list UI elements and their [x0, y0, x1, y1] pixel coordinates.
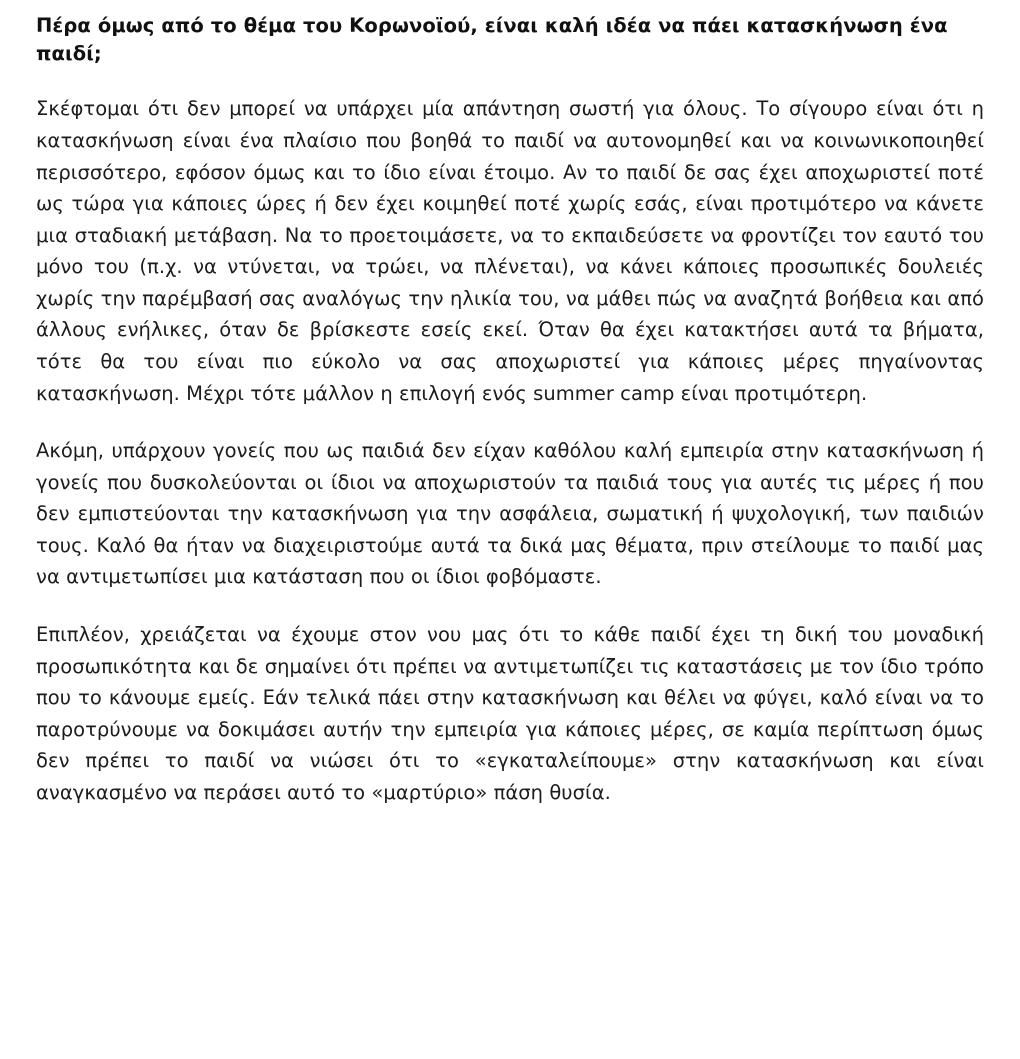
article-paragraph: Επιπλέον, χρειάζεται να έχουμε στον νου μας ότι το κάθε παιδί έχει τη δική του μοναδική προσωπικότητα και δε σημαίνει ότι πρέπει να αντιμετωπίζει τις καταστάσεις με τον ίδιο τρόπο που το κάνουμε εμείς. Εάν τελικά πάει στην κατασκήνωση και θέλει να φύγει, καλό είναι να το παροτρύνουμε να δοκιμάσει αυτήν την εμπειρία για κάποιες μέρες, σε καμία περίπτωση όμως δεν πρέπει το παιδί να νιώσει ότι το «εγκαταλείπουμε» στην κατασκήνωση και είναι αναγκασμένο να περάσει αυτό το «μαρτύριο» πάση θυσία.	[36, 623, 984, 804]
article-paragraph: Σκέφτομαι ότι δεν μπορεί να υπάρχει μία απάντηση σωστή για όλους. Το σίγουρο είναι ότι η κατασκήνωση είναι ένα πλαίσιο που βοηθά το παιδί να αυτονομηθεί και να κοινωνικοποιηθεί περισσότερο, εφόσον όμως και το ίδιο είναι έτοιμο. Αν το παιδί δε σας έχει αποχωριστεί ποτέ ως τώρα για κάποιες ώρες ή δεν έχει κοιμηθεί ποτέ χωρίς εσάς, είναι προτιμότερο να κάνετε μια σταδιακή μετάβαση. Να το προετοιμάσετε, να το εκπαιδεύσετε να φροντίζει τον εαυτό του μόνο του (π.χ. να ντύνεται, να τρώει, να πλένεται), να κάνει κάποιες προσωπικές δουλειές χωρίς την παρέμβασή σας αναλόγως την ηλικία του, να μάθει πώς να αναζητά βοήθεια και από άλλους ενήλικες, όταν δε βρίσκεστε εσείς εκεί. Όταν θα έχει κατακτήσει αυτά τα βήματα, τότε θα του είναι πιο εύκολο να σας αποχωριστεί για κάποιες μέρες πηγαίνοντας κατασκήνωση. Μέχρι τότε μάλλον η επιλογή ενός summer camp είναι προτιμότερη.	[36, 97, 984, 405]
article-heading: Πέρα όμως από το θέμα του Κορωνοϊού, είναι καλή ιδέα να πάει κατασκήνωση ένα παιδί;	[36, 14, 948, 65]
article-paragraph: Ακόμη, υπάρχουν γονείς που ως παιδιά δεν είχαν καθόλου καλή εμπειρία στην κατασκήνωση ή γονείς που δυσκολεύονται οι ίδιοι να αποχωριστούν τα παιδιά τους για αυτές τις μέρες ή που δεν εμπιστεύονται την κατασκήνωση για την ασφάλεια, σωματική ή ψυχολογική, των παιδιών τους. Καλό θα ήταν να διαχειριστούμε αυτά τα δικά μας θέματα, πριν στείλουμε το παιδί μας να αντιμετωπίσει μια κατάσταση που οι ίδιοι φοβόμαστε.	[36, 439, 984, 589]
